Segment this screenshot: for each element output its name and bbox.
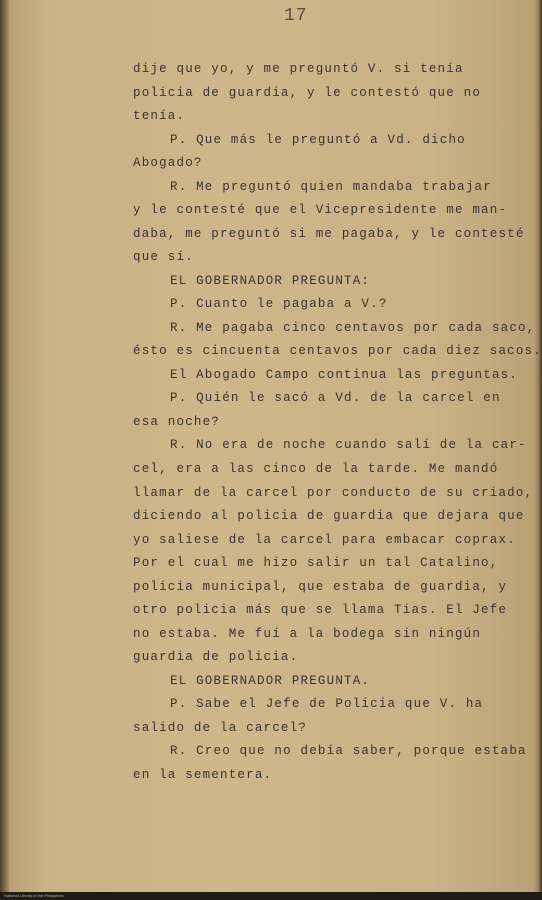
text-line: que sí. xyxy=(133,250,194,264)
text-line: R. Creo que no debía saber, porque estaba xyxy=(170,744,527,758)
text-line: tenía. xyxy=(133,109,186,123)
section-heading: EL GOBERNADOR PREGUNTA. xyxy=(170,674,371,688)
page-number: 17 xyxy=(284,6,308,26)
text-line: dije que yo, y me preguntó V. si tenía xyxy=(133,62,464,76)
text-line: otro policia más que se llama Tias. El Jefe xyxy=(133,603,508,617)
text-line: no estaba. Me fuí a la bodega sin ningún xyxy=(133,627,482,641)
text-line: yo saliese de la carcel para embacar coprax. xyxy=(133,533,516,547)
text-line: en la sementera. xyxy=(133,768,273,782)
text-line: Abogado? xyxy=(133,156,203,170)
text-line: guardia de policia. xyxy=(133,650,299,664)
text-line: llamar de la carcel por conducto de su criado, xyxy=(133,486,534,500)
scan-footer-text: National Library of the Philippines xyxy=(4,893,64,898)
text-line: ésto es cincuenta centavos por cada diez sacos. xyxy=(133,344,542,358)
text-line: R. No era de noche cuando salí de la car- xyxy=(170,438,527,452)
text-line: esa noche? xyxy=(133,415,221,429)
text-line: R. Me pagaba cinco centavos por cada saco, xyxy=(170,321,536,335)
text-line: daba, me preguntó si me pagaba, y le contesté xyxy=(133,227,525,241)
page-binding-edge xyxy=(0,0,10,900)
text-line: P. Quién le sacó a Vd. de la carcel en xyxy=(170,391,501,405)
text-line: y le contesté que el Vicepresidente me man- xyxy=(133,203,508,217)
text-line: policia municipal, que estaba de guardia, y xyxy=(133,580,508,594)
text-line: R. Me preguntó quien mandaba trabajar xyxy=(170,180,492,194)
text-line: Por el cual me hizo salir un tal Catalino, xyxy=(133,556,499,570)
text-line: El Abogado Campo continua las preguntas. xyxy=(170,368,519,382)
text-line: policia de guardia, y le contestó que no xyxy=(133,86,482,100)
text-line: P. Cuanto le pagaba a V.? xyxy=(170,297,388,311)
text-line: P. Que más le preguntó a Vd. dicho xyxy=(170,133,466,147)
text-line: cel, era a las cinco de la tarde. Me mandó xyxy=(133,462,499,476)
text-line: diciendo al policia de guardia que dejara que xyxy=(133,509,525,523)
text-line: salido de la carcel? xyxy=(133,721,308,735)
section-heading: EL GOBERNADOR PREGUNTA: xyxy=(170,274,371,288)
page-right-edge xyxy=(534,0,542,900)
text-line: P. Sabe el Jefe de Policia que V. ha xyxy=(170,697,484,711)
